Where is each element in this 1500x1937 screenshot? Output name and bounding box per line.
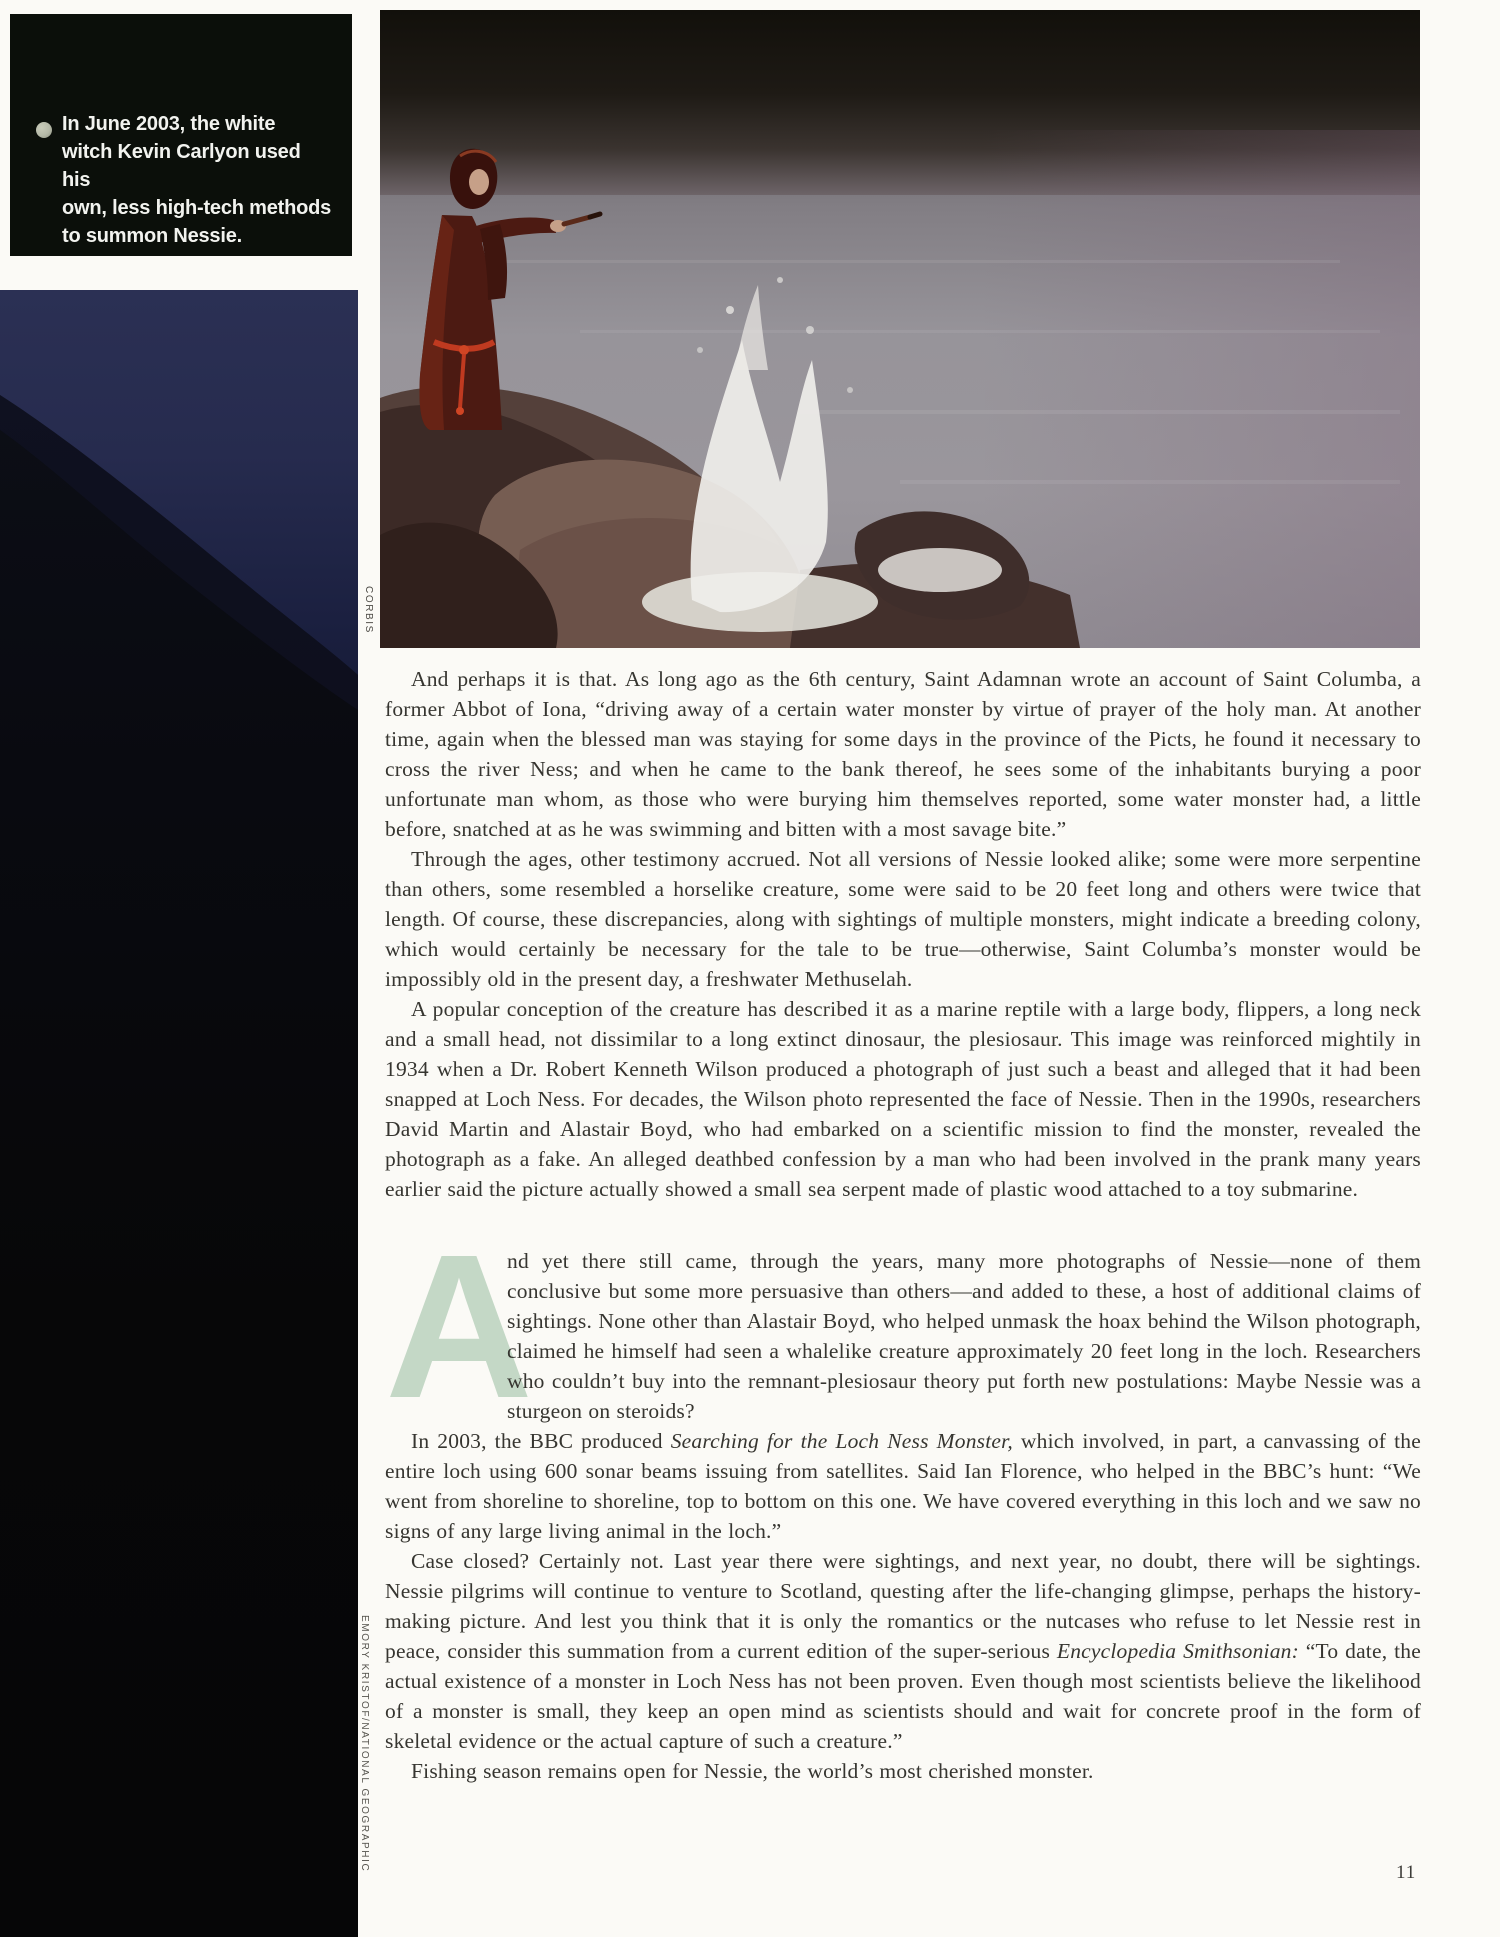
text-run: And perhaps it is that. As long ago as the 6th century, Saint Adamnan wrote an account of Saint Columba, a former Abbot of Iona, “driving away of a certain water monster by virtue of prayer of the holy man. At another time, again when the blessed man was staying for some days in the province of the Picts, he found it necessary to cross the river Ness; and when he came to the bank thereof, he sees some of the inhabitants burying a poor unfortunate man whom, as those who were burying him themselves reported, some water monster had, a little before, snatched at as he was swimming and bitten with a most savage bite.”: [385, 667, 1421, 841]
caption-line: to summon Nessie.: [62, 225, 242, 247]
night-hillside-photo: [0, 290, 358, 1937]
caption-line: witch Kevin Carlyon used his: [62, 141, 301, 191]
text-run: which involved, in part, a canvassing of the entire loch using 600 sonar beams issuing from satellites. Said Ian Florence, who helped in the BBC’s hunt: “We went from shoreline to shoreline, top to bottom on this one. We have covered everything in this loch and we saw no signs of any large living animal in the loch.”: [385, 1429, 1421, 1543]
article-paragraph-7: [385, 1756, 1421, 1786]
caption-line: own, less high-tech methods: [62, 197, 332, 219]
loch-ness-photo-illustration: [380, 10, 1420, 648]
drop-cap-letter: A: [385, 1212, 534, 1441]
text-run: In 2003, the BBC produced: [411, 1429, 671, 1453]
text-run: Case closed? Certainly not. Last year there were sightings, and next year, no doubt, there will be sightings. Nessie pilgrims will continue to venture to Scotland, questing after the life-changing glimpse, perhaps the history-making picture. And lest you think that it is only the romantics or the nutcases who refuse to let Nessie rest in peace, consider this summation from a current edition of the super-serious: [385, 1549, 1421, 1663]
text-run: Through the ages, other testimony accrued. Not all versions of Nessie looked alike; some were more serpentine than others, some resembled a horselike creature, some were said to be 20 feet long and others were twice that length. Of course, these discrepancies, along with sightings of multiple monsters, might indicate a breeding colony, which would certainly be necessary for the tale to be true—otherwise, Saint Columba’s monster would be impossibly old in the present day, a freshwater Methuselah.: [385, 847, 1421, 991]
article-paragraph-2: [385, 844, 1421, 994]
loch-ness-photo: [380, 10, 1420, 648]
caption-bullet-icon: [36, 122, 52, 138]
text-run: Fishing season remains open for Nessie, the world’s most cherished monster.: [411, 1759, 1094, 1783]
text-run: nd yet there still came, through the years, many more photographs of Nessie—none of them conclusive but some more persuasive than others—and added to these, a host of additional claims of sightings. None other than Alastair Boyd, who helped unmask the hoax behind the Wilson photograph, claimed he himself had seen a whalelike creature approximately 20 feet long in the loch. Researchers who couldn’t buy into the remnant-plesiosaur theory put forth new postulations: Maybe Nessie was a sturgeon on steroids?: [507, 1249, 1421, 1423]
caption-line: In June 2003, the white: [62, 113, 276, 135]
text-run: A popular conception of the creature has described it as a marine reptile with a large body, flippers, a long neck and a small head, not dissimilar to a long extinct dinosaur, the plesiosaur. This image was reinforced mightily in 1934 when a Dr. Robert Kenneth Wilson produced a photograph of just such a beast and alleged that it had been snapped at Loch Ness. For decades, the Wilson photo represented the face of Nessie. Then in the 1990s, researchers David Martin and Alastair Boyd, who had embarked on a scientific mission to find the monster, revealed the photograph as a fake. An alleged deathbed confession by a man who had been involved in the prank many years earlier said the picture actually showed a small sea serpent made of plastic wood attached to a toy submarine.: [385, 997, 1421, 1201]
night-hillside-illustration: [0, 290, 358, 1937]
article-paragraph-6: [385, 1546, 1421, 1756]
photo-caption-box: [10, 14, 352, 256]
page-number: 11: [1396, 1862, 1417, 1883]
italic-run: Encyclopedia Smithsonian:: [1056, 1639, 1299, 1663]
article-paragraph-1: [385, 664, 1421, 844]
article-body: [385, 664, 1421, 1786]
text-run: “To date, the actual existence of a monster in Loch Ness has not been proven. Even though most scientists believe the likelihood of a monster is small, they keep an open mind as scientists should and wait for concrete proof in the form of skeletal evidence or the actual capture of such a creature.”: [385, 1639, 1421, 1753]
italic-run: Searching for the Loch Ness Monster,: [670, 1429, 1013, 1453]
photo-caption-text: [62, 110, 334, 250]
photo-credit-emory-kristof: EMORY KRISTOF/NATIONAL GEOGRAPHIC: [359, 1615, 370, 1873]
photo-credit-corbis: CORBIS: [363, 586, 374, 634]
article-paragraph-3: [385, 994, 1421, 1204]
article-paragraph-5: [385, 1426, 1421, 1546]
